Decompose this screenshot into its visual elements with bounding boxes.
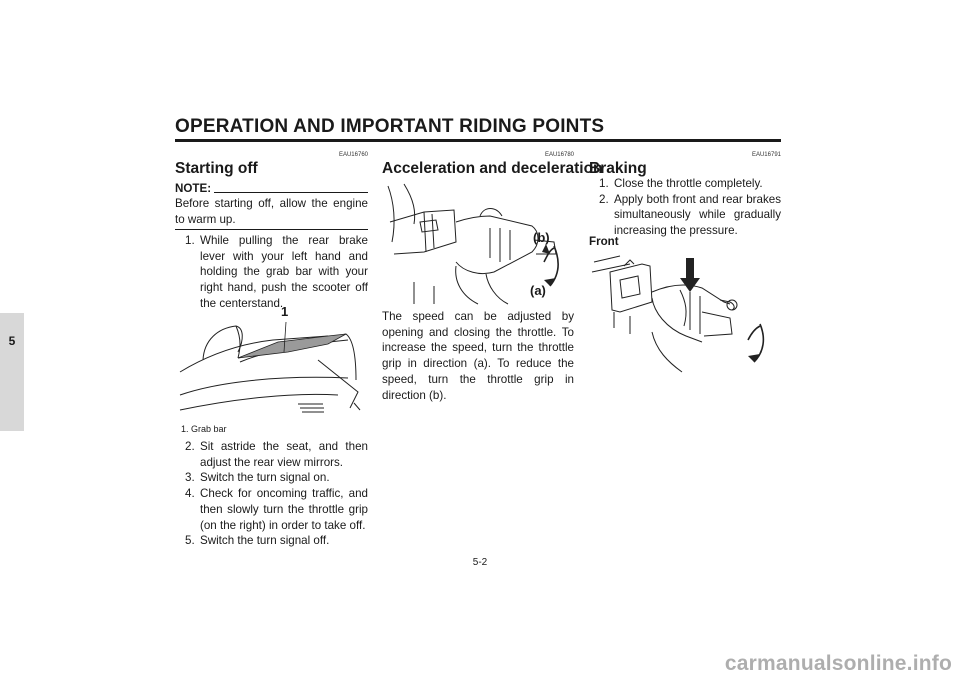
- page-title: OPERATION AND IMPORTANT RIDING POINTS: [175, 116, 605, 137]
- figure-caption-grab-bar: 1. Grab bar: [181, 424, 227, 434]
- list-item: 5. Switch the turn signal off.: [185, 534, 330, 548]
- heading-acceleration: Acceleration and deceleration: [382, 160, 603, 177]
- list-item: 1. While pulling the rear brake lever with your left hand and holding the grab bar with your right hand, push the scooter off the centerstand.: [185, 234, 368, 310]
- note-top-rule: [214, 192, 368, 193]
- list-item: 2. Apply both front and rear brakes simultaneously while gradually increasing the pressure.: [599, 192, 781, 238]
- section-code-braking: EAU16791: [751, 152, 781, 158]
- list-item: 2. Sit astride the seat, and then adjust the rear view mirrors.: [185, 440, 368, 469]
- direction-label-b: (b): [533, 230, 550, 245]
- section-number: 5: [8, 334, 16, 348]
- section-code-starting-off: EAU16760: [338, 152, 368, 158]
- note-text: Before starting off, allow the engine to warm up.: [175, 197, 368, 226]
- direction-label-a: (a): [530, 283, 546, 298]
- acceleration-paragraph: The speed can be adjusted by opening and closing the throttle. To increase the speed, turn the throttle grip in direction (a). To reduce the speed, turn the throttle grip in direction (b).: [382, 310, 574, 402]
- grab-bar-figure: [178, 300, 368, 418]
- watermark: carmanualsonline.info: [724, 652, 952, 675]
- header-rule: [175, 139, 781, 142]
- page-number: 5-2: [472, 557, 488, 568]
- list-item: 1. Close the throttle completely.: [599, 177, 763, 190]
- section-tab: [0, 313, 24, 431]
- list-item: 4. Check for oncoming traffic, and then slowly turn the throttle grip (on the right) in order to take off.: [185, 487, 368, 532]
- figure-callout-1: 1: [281, 304, 289, 319]
- starting-steps-list-b: [185, 439, 368, 549]
- braking-steps-list: [599, 176, 781, 239]
- front-label: Front: [589, 235, 619, 248]
- note-bottom-rule: [175, 229, 368, 230]
- front-brake-figure: [590, 252, 780, 372]
- section-code-acceleration: EAU16780: [544, 152, 574, 158]
- list-item: 3. Switch the turn signal on.: [185, 471, 330, 485]
- heading-braking: Braking: [589, 160, 647, 177]
- heading-starting-off: Starting off: [175, 160, 258, 177]
- note-label: NOTE:: [175, 182, 212, 195]
